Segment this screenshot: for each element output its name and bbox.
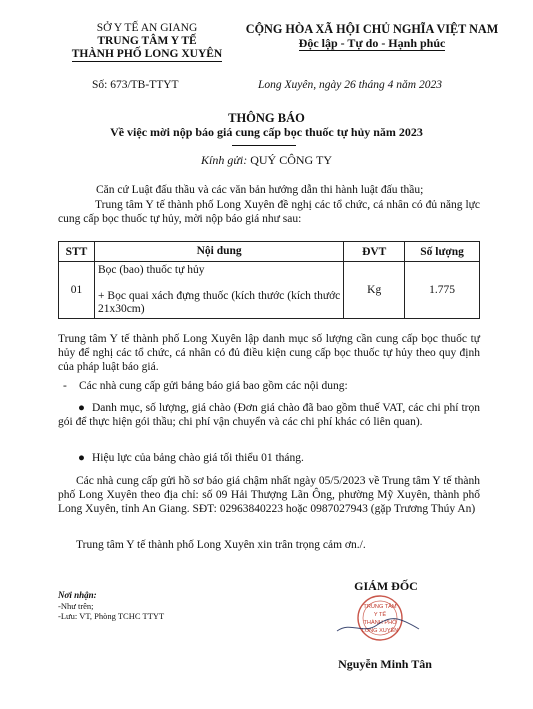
signer-name: Nguyễn Minh Tân [338,657,432,671]
greeting-recipient: QUÝ CÔNG TY [247,153,332,167]
motto: Độc lập - Tự do - Hạnh phúc [298,36,446,50]
greeting-label: Kính gửi: [201,153,248,167]
agency-city: THÀNH PHỐ LONG XUYÊN [71,48,223,60]
bullet-item-text: Hiệu lực của bảng chào giá tối thiểu 01 tháng. [92,452,304,464]
paragraph-legal-basis: Căn cứ Luật đấu thầu và các văn bản hướng dẫn thi hành luật đấu thầu; [96,184,424,196]
header-content: Nội dung [94,242,343,262]
quotation-table [58,241,480,319]
svg-text:TRUNG TÂM: TRUNG TÂM [363,604,397,610]
header-unit: ĐVT [344,242,405,262]
cell-unit: Kg [344,262,405,319]
official-stamp-image [329,595,431,641]
bullet-item-text: Danh mục, số lượng, giá chào (Đơn giá chào đã bao gồm thuế VAT, các chi phí trọn gói để thực hiện gói thầu; chi phí vận chuyển và các chi phí khác có liên quan). [58,402,480,428]
bullet-icon: ● [78,452,85,464]
title-divider [232,145,296,146]
item-title: Bọc (bao) thuốc tự hủy [97,264,205,276]
cell-content [94,262,343,319]
greeting-line [0,153,533,168]
dash-marker: - [63,380,67,392]
table-row [59,262,480,319]
header-stt: STT [59,242,95,262]
cell-quantity: 1.775 [405,262,480,319]
document-number: Số: 673/TB-TTYT [92,79,179,91]
cell-stt: 01 [59,262,95,319]
paragraph-request: Trung tâm Y tế thành phố Long Xuyên đề nghị các tổ chức, cá nhân có đủ năng lực cung cấp bọc thuốc tự hủy, mời nộp báo giá như sau: [58,199,480,225]
header-quantity: Số lượng [405,242,480,262]
paragraph-list: Trung tâm Y tế thành phố Long Xuyên lập danh mục số lượng cần cung cấp bọc thuốc tự hủy để nghị các tổ chức, cá nhân có đủ điều kiện cung cấp bọc thuốc tự hủy theo quy định của pháp luật báo giá. [58,333,480,373]
table-header-row [59,242,480,262]
item-detail: + Bọc quai xách đựng thuốc (kích thước (kích thước 21x30cm) [97,290,341,315]
dash-item [63,379,479,393]
dash-item-text: Các nhà cung cấp gửi bảng báo giá bao gồm các nội dung: [79,380,348,392]
svg-text:Y TẾ: Y TẾ [373,612,387,618]
agency-name: TRUNG TÂM Y TẾ [97,35,197,47]
svg-text:THÀNH PHỐ: THÀNH PHỐ [363,620,397,626]
parent-agency: SỞ Y TẾ AN GIANG [96,22,198,34]
recipient-item: -Lưu: VT, Phòng TCHC TTYT [58,611,165,621]
country-name: CỘNG HÒA XÃ HỘI CHỦ NGHĨA VIỆT NAM [245,22,499,36]
svg-text:LONG XUYÊN: LONG XUYÊN [361,628,399,634]
issuing-agency-block [58,22,236,62]
date-line: Long Xuyên, ngày 26 tháng 4 năm 2023 [258,79,442,91]
national-motto-block [222,22,522,51]
bullet-icon: ● [78,402,85,414]
paragraph-submission: Các nhà cung cấp gửi hồ sơ báo giá chậm nhất ngày 05/5/2023 về Trung tâm Y tế thành phố Long Xuyên theo địa chỉ: số 09 Hải Thượng Lãn Ông, phường Mỹ Xuyên, thành phố Long Xuyên, tỉnh An Giang. SĐT: 02963840223 hoặc 0987027943 (gặp Trương Thúy An) [58,475,480,515]
document-subtitle: Về việc mời nộp báo giá cung cấp bọc thuốc tự hủy năm 2023 [110,125,423,139]
paragraph-thanks: Trung tâm Y tế thành phố Long Xuyên xin trân trọng cảm ơn./. [76,539,366,551]
signer-position: GIÁM ĐỐC [354,579,418,593]
document-title: THÔNG BÁO [228,111,305,125]
recipients-label: Nơi nhận: [58,590,97,600]
bullet-item [58,401,480,429]
bullet-item [58,451,480,465]
recipient-item: -Như trên; [58,601,94,611]
